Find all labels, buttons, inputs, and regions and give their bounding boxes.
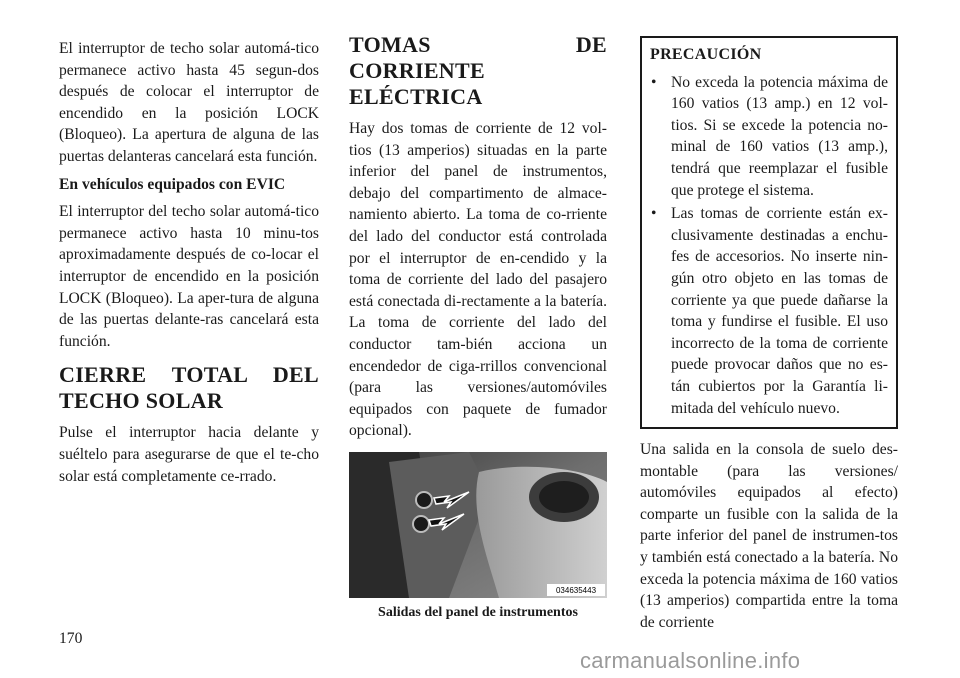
paragraph: El interruptor del techo solar automá-tico permanece activo hasta 10 minu-tos aproximadamente después de co-locar el interruptor de encendido en la posición LOCK (Bloqueo). La aper-tura de alguna de las puertas delante-ras cancelará esta función. — [59, 203, 319, 350]
paragraph: El interruptor de techo solar automá-tico permanece activo hasta 45 segun-dos después de colocar el interruptor de encendido en la posición LOCK (Bloqueo). La apertura de alguna de las puertas delanteras cancelará esta función. — [59, 40, 319, 165]
caution-item-text: No exceda la potencia máxima de 160 vatios (13 amp.) en 12 vol-tios. Si se excede la potencia no-minal de 160 vatios (13 amp.), tendrá que reemplazar el fusible que protege el sistema. — [671, 73, 888, 199]
figure-code: 034635443 — [555, 585, 597, 595]
middle-column — [349, 32, 607, 622]
left-column — [59, 38, 319, 493]
watermark: carmanualsonline.info — [580, 648, 801, 673]
caution-box — [640, 36, 898, 429]
figure-caption: Salidas del panel de instrumentos — [378, 604, 578, 620]
paragraph: Pulse el interruptor hacia delante y suéltelo para asegurarse de que el te-cho solar está completamente ce-rrado. — [59, 424, 319, 485]
bullet-icon: • — [651, 73, 657, 91]
caution-list — [650, 72, 888, 420]
instrument-panel-outlets-photo — [349, 452, 607, 598]
caution-item-text: Las tomas de corriente están ex-clusivamente destinadas a enchu-fes de accesorios. No inserte nin-gún otro objeto en las tomas de corriente ya que puede dañarse la toma y fundirse el fusible. El uso incorrecto de la toma de corriente puede provocar daños que no es-tán cubiertos por la Garantía li-mitada del vehículo nuevo. — [671, 205, 888, 417]
list-item — [650, 72, 888, 202]
caution-title: PRECAUCIÓN — [650, 46, 762, 63]
paragraph: Hay dos tomas de corriente de 12 vol-tios (13 amperios) situadas en la parte inferior del panel de instrumentos, debajo del compartimento de almace-namiento abierto. La toma de co-rriente del lado del conductor está controlada por el interruptor de en-cendido y la toma de corriente del lado del pasajero está conectada di-rectamente a la batería. La toma de corriente del lado del conductor tam-bién acciona un encendedor de ciga-rrillos convencional (para las versiones/automóviles equipados con paquete de fumador opcional). — [349, 120, 607, 440]
bullet-icon: • — [651, 205, 657, 223]
section-heading-sunroof-close: CIERRE TOTAL DEL TECHO SOLAR — [59, 362, 319, 414]
subheading-evic: En vehículos equipados con EVIC — [59, 175, 286, 193]
paragraph: Una salida en la consola de suelo des-montable (para las versiones/ automóviles equipados al efecto) comparte un fusible con la salida de la parte inferior del panel de instrumen-tos y también está conectado a la batería. No exceda la potencia máxima de 160 vatios (13 amperios) compartida entre la toma de corriente — [640, 441, 898, 631]
list-item — [650, 203, 888, 419]
right-column — [640, 38, 898, 639]
section-heading-power-outlets: TOMAS DE CORRIENTE ELÉCTRICA — [349, 32, 607, 109]
page-number: 170 — [59, 630, 83, 647]
